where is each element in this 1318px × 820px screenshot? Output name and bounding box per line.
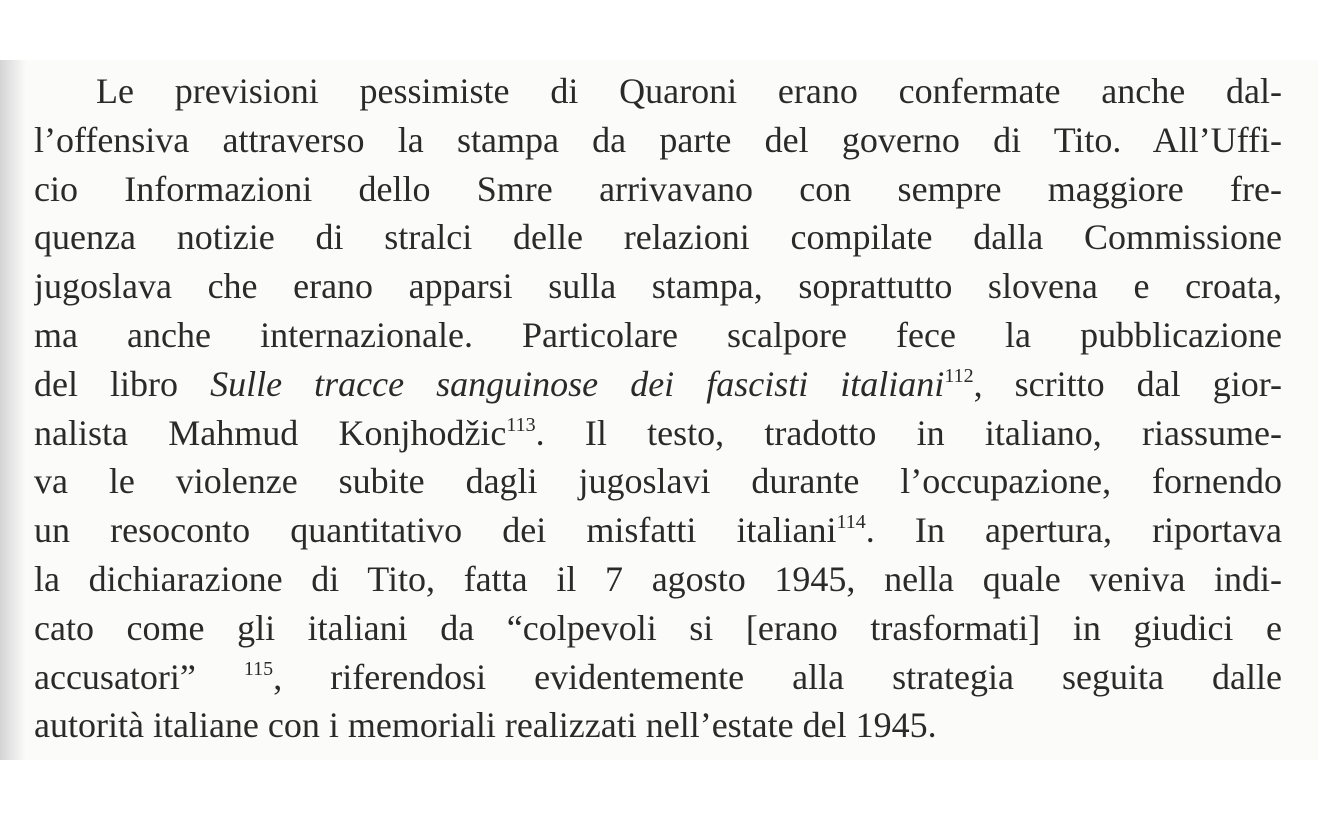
text-line (34, 360, 1282, 409)
text-line: cio Informazioni dello Smre arrivavano con sempre maggiore fre- (34, 168, 1282, 209)
text-segment: del libro (34, 363, 211, 404)
footnote-marker: 115 (243, 657, 274, 680)
text-line (34, 409, 1282, 458)
page-gutter-shadow (0, 60, 26, 760)
text-line (34, 653, 1282, 702)
footnote-marker: 114 (836, 511, 866, 534)
text-line: la dichiarazione di Tito, fatta il 7 agosto 1945, nella quale veniva indi- (34, 558, 1282, 599)
text-line: va le violenze subite dagli jugoslavi durante l’occupazione, fornendo (34, 461, 1282, 502)
footnote-marker: 113 (506, 413, 536, 436)
footnote-marker: 112 (944, 364, 974, 387)
text-line: Le previsioni pessimiste di Quaroni erano confermate anche dal- (96, 71, 1282, 111)
text-line: ma anche internazionale. Particolare scalpore fece la pubblicazione (34, 314, 1282, 355)
text-segment: nalista Mahmud Konjhodžic (34, 412, 507, 453)
text-line: quenza notizie di stralci delle relazioni compilate dalla Commissione (34, 217, 1282, 258)
text-segment: , riferendosi evidentemente alla strategia seguita dalle (273, 656, 1282, 697)
text-segment: accusatori” (34, 656, 244, 697)
text-line (34, 506, 1282, 555)
text-segment: , scritto dal gior- (973, 363, 1282, 404)
text-segment: un resoconto quantitativo dei misfatti italiani (34, 510, 837, 551)
text-segment: . Il testo, tradotto in italiano, riassume- (535, 412, 1282, 453)
body-paragraph (34, 67, 1282, 750)
text-line: autorità italiane con i memoriali realizzati nell’estate del 1945. (34, 705, 937, 746)
text-line: l’offensiva attraverso la stampa da parte del governo di Tito. All’Uffi- (34, 119, 1282, 160)
text-line: jugoslava che erano apparsi sulla stampa, soprattutto slovena e croata, (34, 266, 1282, 307)
text-line: cato come gli italiani da “colpevoli si [erano trasformati] in giudici e (34, 607, 1282, 648)
book-title: Sulle tracce sanguinose dei fascisti italiani (210, 363, 945, 404)
text-segment: . In apertura, riportava (865, 510, 1282, 551)
